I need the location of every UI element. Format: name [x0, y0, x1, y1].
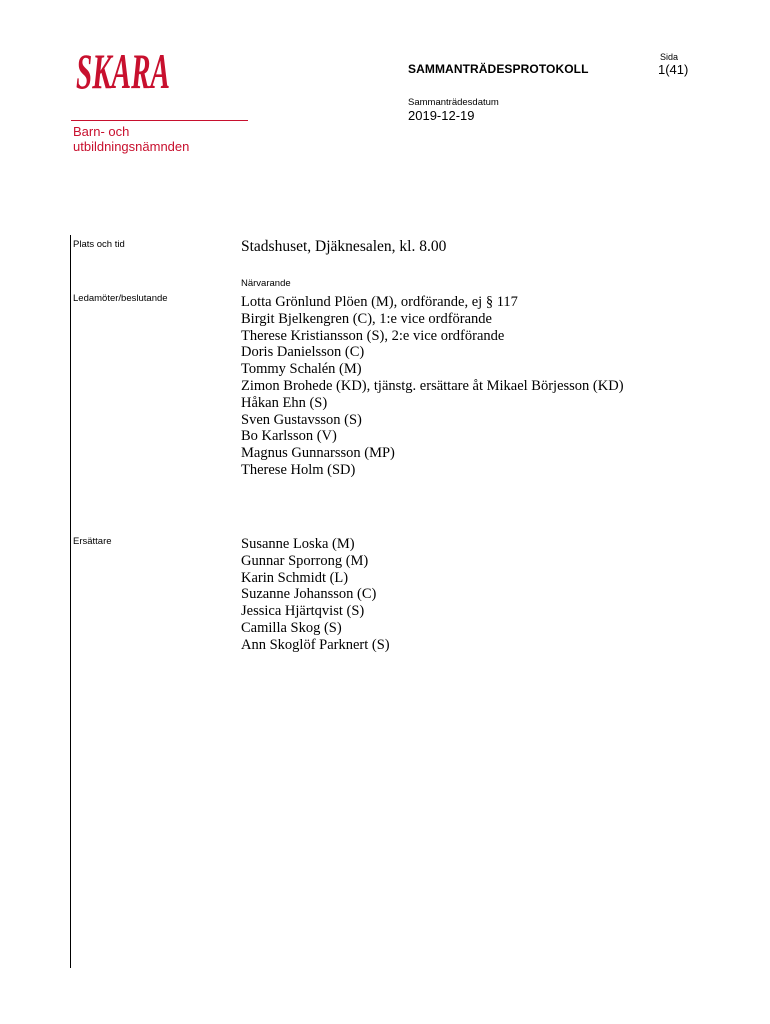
department-name [73, 124, 189, 154]
list-item: Håkan Ehn (S) [241, 394, 328, 411]
meeting-date-label: Sammanträdesdatum [408, 97, 499, 108]
list-item: Therese Kristiansson (S), 2:e vice ordförande [241, 327, 505, 344]
substitutes-label: Ersättare [73, 536, 112, 547]
list-item: Karin Schmidt (L) [241, 569, 349, 586]
list-item: Birgit Bjelkengren (C), 1:e vice ordförande [241, 310, 492, 327]
list-item: Zimon Brohede (KD), tjänstg. ersättare åt Mikael Börjesson (KD) [241, 377, 624, 394]
members-label: Ledamöter/beslutande [73, 293, 168, 304]
department-divider [71, 120, 248, 121]
present-label: Närvarande [241, 278, 291, 289]
list-item: Lotta Grönlund Plöen (M), ordförande, ej § 117 [241, 294, 518, 310]
list-item: Sven Gustavsson (S) [241, 411, 362, 428]
place-label: Plats och tid [73, 239, 125, 250]
list-item: Ann Skoglöf Parknert (S) [241, 636, 390, 653]
page-number: 1(41) [658, 62, 689, 77]
margin-rule [70, 235, 71, 968]
document-type: SAMMANTRÄDESPROTOKOLL [408, 62, 589, 76]
list-item: Magnus Gunnarsson (MP) [241, 445, 395, 462]
page-label: Sida [660, 52, 679, 62]
list-item: Gunnar Sporrong (M) [241, 552, 369, 569]
department-line-1: Barn- och [73, 124, 130, 139]
list-item: Susanne Loska (M) [241, 536, 355, 552]
department-line-2: utbildningsnämnden [73, 139, 190, 154]
list-item: Camilla Skog (S) [241, 619, 342, 636]
members-list [241, 294, 624, 479]
skara-logo [76, 36, 170, 99]
list-item: Tommy Schalén (M) [241, 361, 362, 378]
meeting-date: 2019-12-19 [408, 108, 475, 123]
substitutes-list [241, 536, 390, 654]
list-item: Bo Karlsson (V) [241, 428, 337, 445]
list-item: Suzanne Johansson (C) [241, 586, 377, 603]
list-item: Doris Danielsson (C) [241, 344, 365, 361]
place-and-time: Stadshuset, Djäknesalen, kl. 8.00 [241, 238, 447, 255]
logo-wordmark: SKARA [76, 43, 170, 99]
list-item: Therese Holm (SD) [241, 461, 356, 478]
list-item: Jessica Hjärtqvist (S) [241, 603, 365, 620]
